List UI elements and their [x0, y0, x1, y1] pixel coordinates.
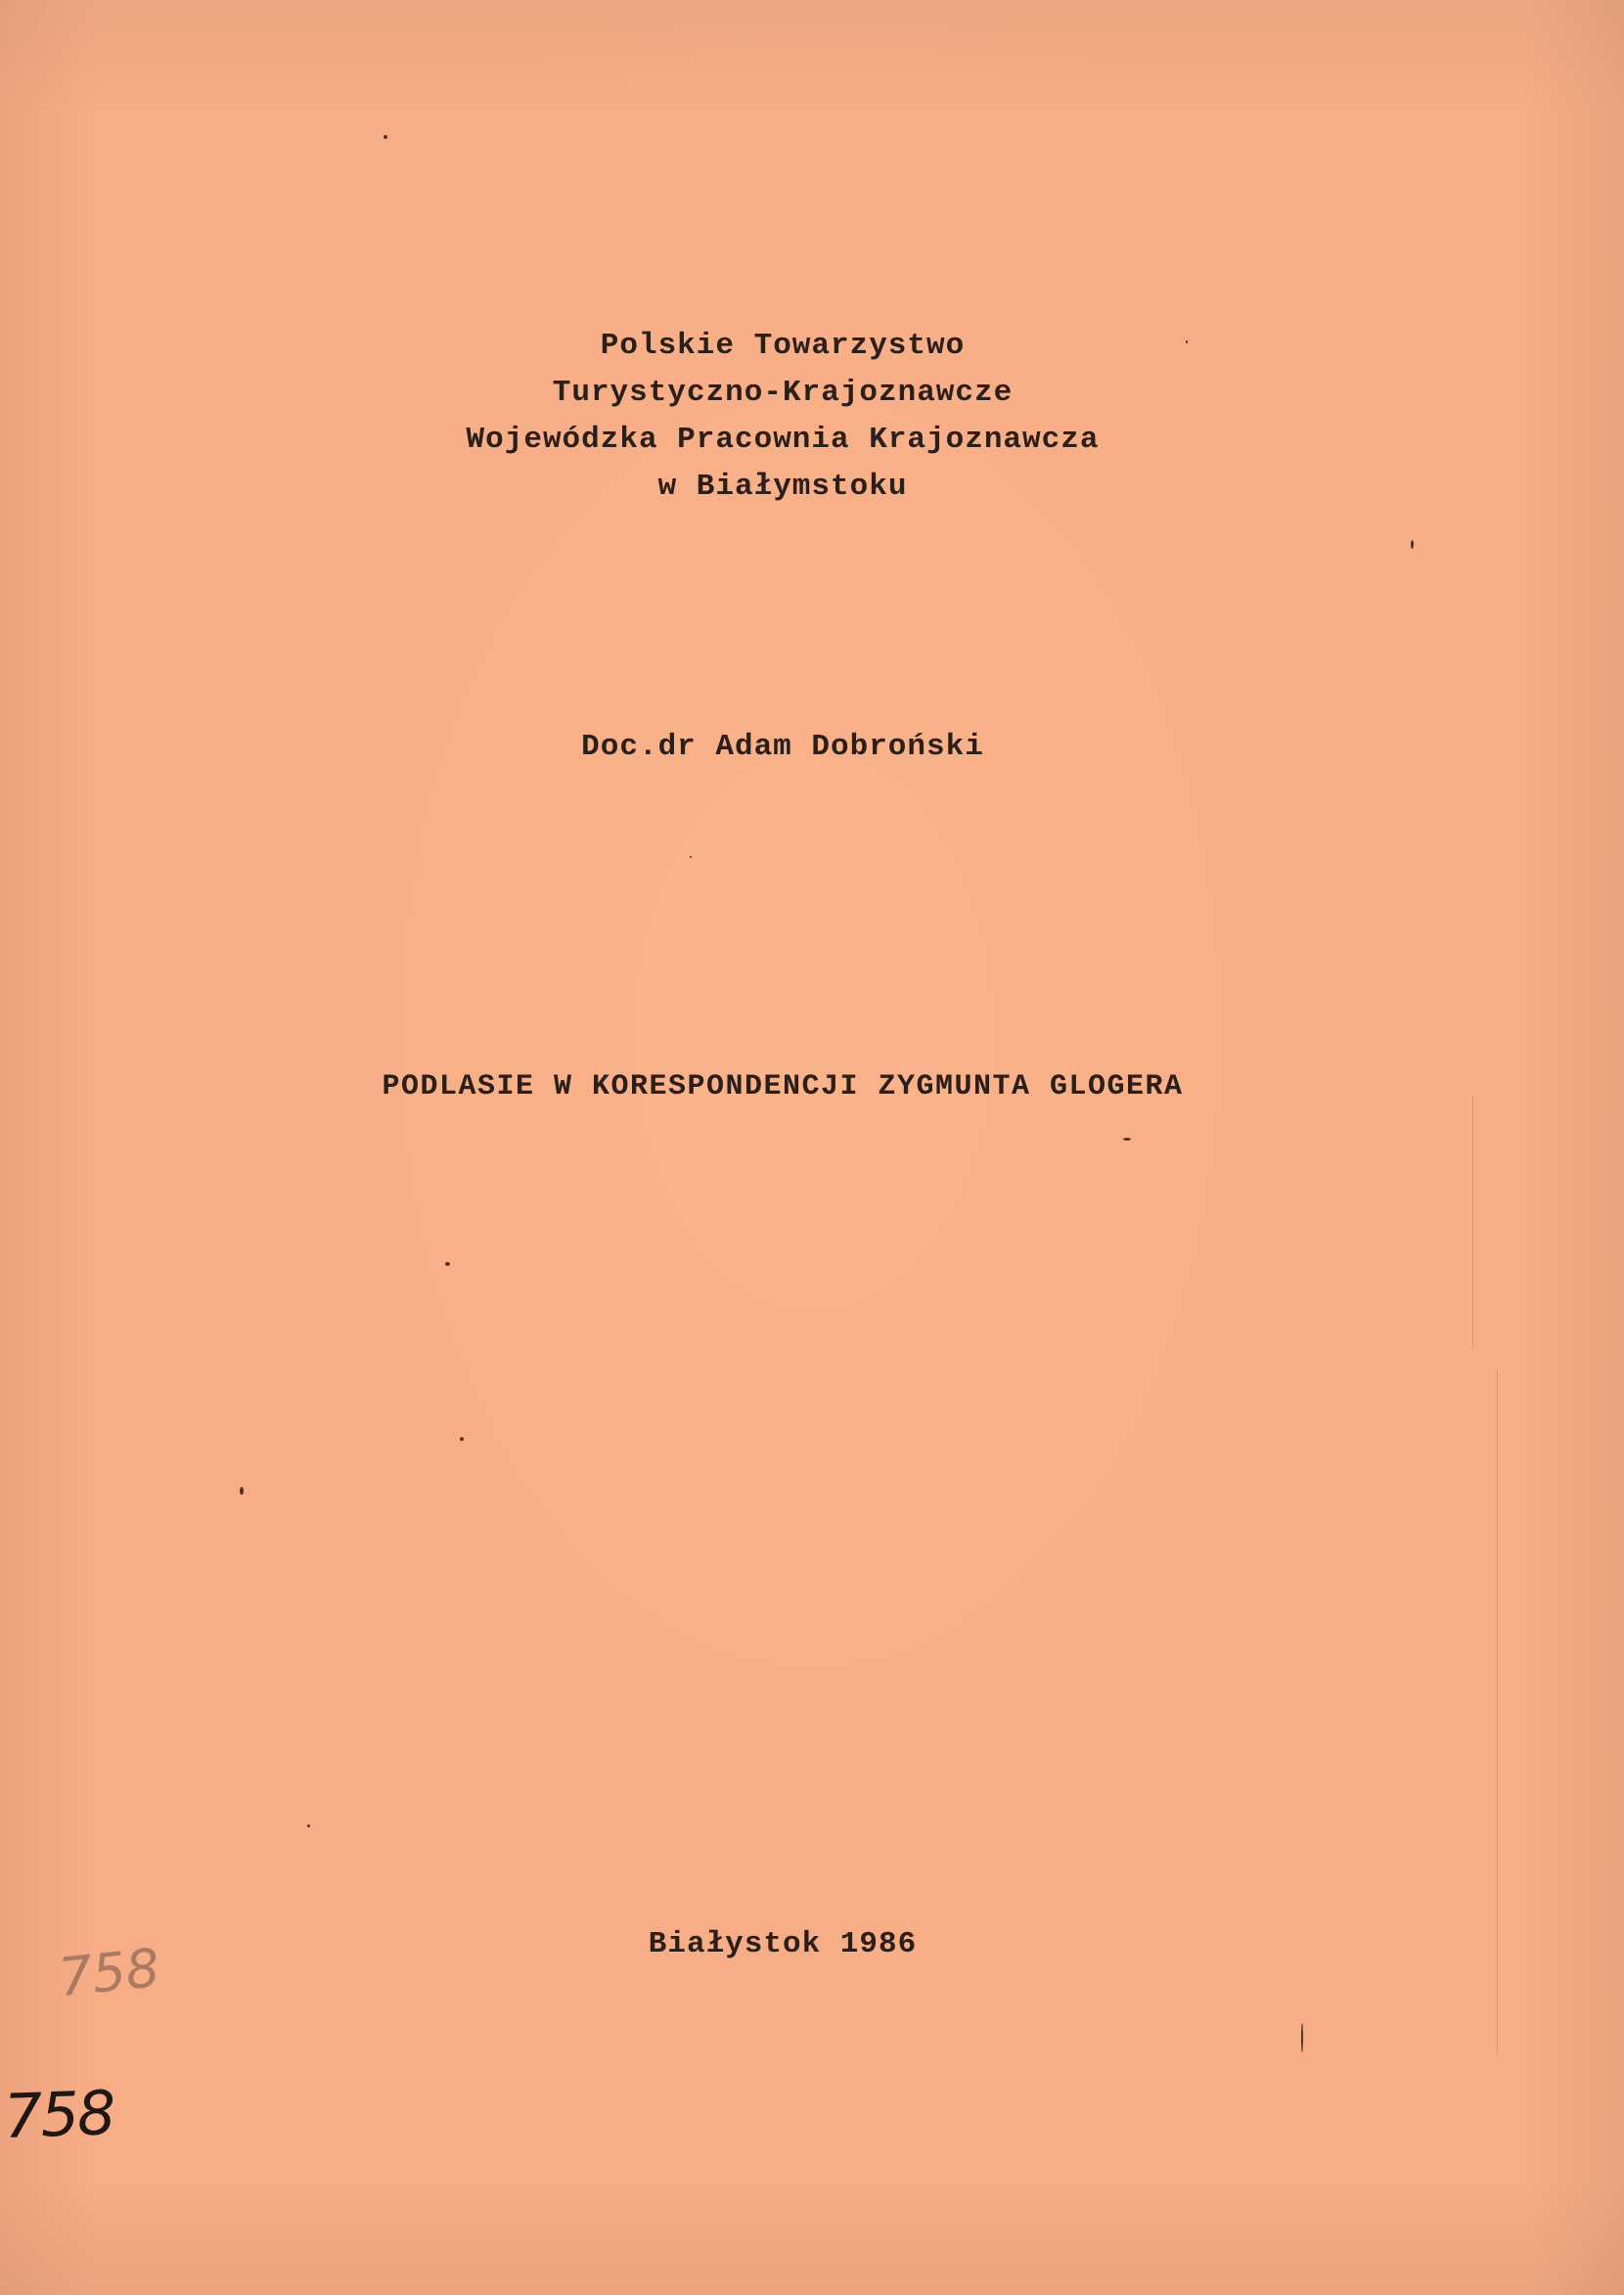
header-line: Polskie Towarzystwo	[600, 329, 966, 363]
paper-crease	[1497, 1370, 1498, 2054]
header-line: Turystyczno-Krajoznawcze	[552, 376, 1014, 410]
pencil-annotation: 758	[55, 1936, 163, 2009]
document-title: PODLASIE W KORESPONDENCJI ZYGMUNTA GLOGERA	[382, 1070, 1184, 1103]
header-line: w Białymstoku	[657, 470, 908, 504]
paper-speck	[460, 1437, 464, 1441]
paper-speck	[1123, 1138, 1131, 1141]
paper-speck	[383, 135, 387, 139]
paper-speck	[690, 856, 692, 858]
place-and-year: Białystok 1986	[648, 1927, 918, 1961]
author-name: Doc.dr Adam Dobroński	[581, 730, 984, 764]
paper-speck	[307, 1824, 310, 1827]
paper-crease	[1472, 1096, 1473, 1350]
ink-annotation: 758	[2, 2077, 115, 2152]
paper-speck	[240, 1487, 244, 1495]
publisher-header	[0, 323, 1565, 511]
paper-speck	[1301, 2023, 1303, 2052]
paper-speck	[1411, 540, 1414, 549]
paper-speck	[445, 1262, 450, 1266]
paper-speck	[1186, 340, 1188, 343]
header-line: Wojewódzka Pracownia Krajoznawcza	[466, 423, 1100, 457]
